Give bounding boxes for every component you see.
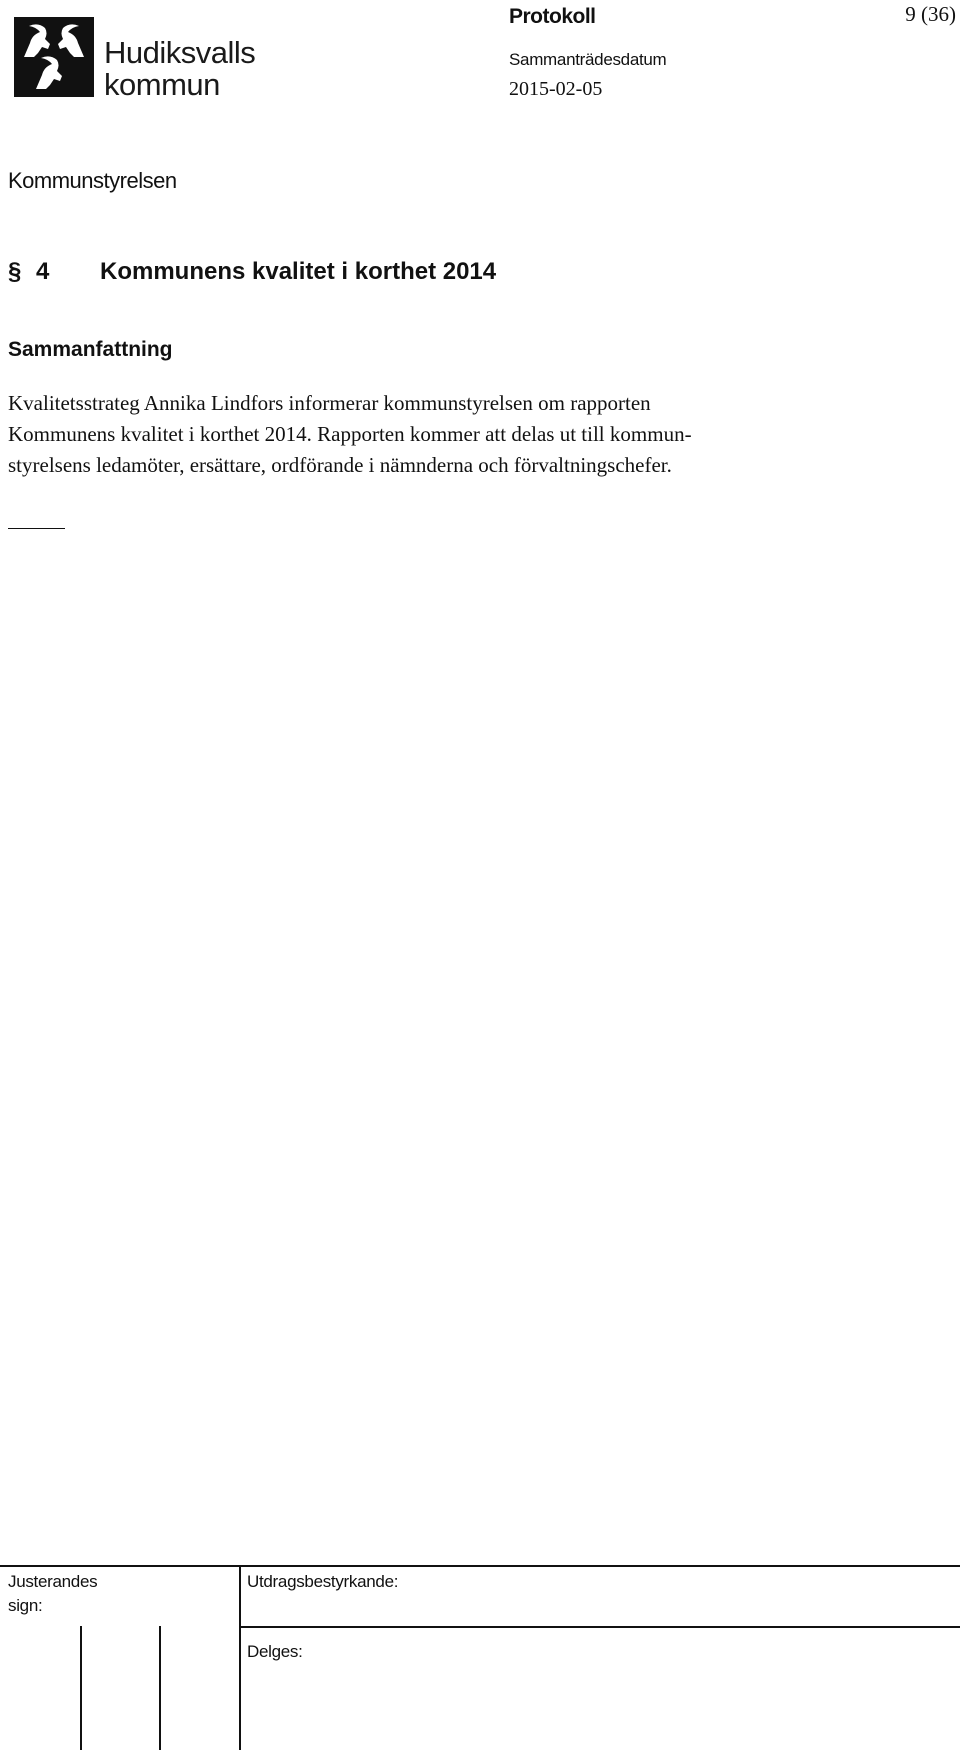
footer-sign-box-divider-2	[159, 1626, 161, 1750]
footer-divider-vertical-main	[239, 1565, 241, 1750]
section-sign: §	[8, 258, 22, 285]
summary-line-3: styrelsens ledamöter, ersättare, ordförande i nämnderna och förvaltningschefer.	[8, 453, 672, 477]
document-type: Protokoll	[509, 5, 596, 28]
signature-footer	[0, 1560, 960, 1750]
logo-line-2: kommun	[104, 67, 220, 102]
section-number: 4	[36, 258, 50, 285]
logo-line-1: Hudiksvalls	[104, 35, 256, 70]
organization-name: Kommunstyrelsen	[8, 168, 177, 193]
footer-sign-box-divider-1	[80, 1626, 82, 1750]
goat-crest-icon	[14, 17, 94, 97]
municipality-logo	[14, 17, 264, 102]
sign-label: sign:	[8, 1596, 43, 1615]
justerandes-label: Justerandes	[8, 1572, 98, 1591]
summary-line-2: Kommunens kvalitet i korthet 2014. Rapporten kommer att delas ut till kommun-	[8, 422, 692, 446]
summary-line-1: Kvalitetsstrateg Annika Lindfors informerar kommunstyrelsen om rapporten	[8, 391, 651, 415]
meeting-date-value: 2015-02-05	[509, 78, 603, 100]
summary-heading: Sammanfattning	[8, 338, 173, 361]
section-title: Kommunens kvalitet i korthet 2014	[100, 258, 497, 285]
end-of-section-rule	[8, 528, 65, 529]
utdragsbestyrkande-label: Utdragsbestyrkande:	[247, 1572, 399, 1591]
footer-top-rule	[0, 1565, 960, 1567]
meeting-date-label: Sammanträdesdatum	[509, 50, 667, 69]
logo-wordmark	[104, 37, 255, 101]
delges-label: Delges:	[247, 1642, 303, 1661]
page-number: 9 (36)	[905, 2, 956, 26]
section-heading	[8, 258, 496, 286]
footer-divider-right-horizontal	[239, 1626, 960, 1628]
